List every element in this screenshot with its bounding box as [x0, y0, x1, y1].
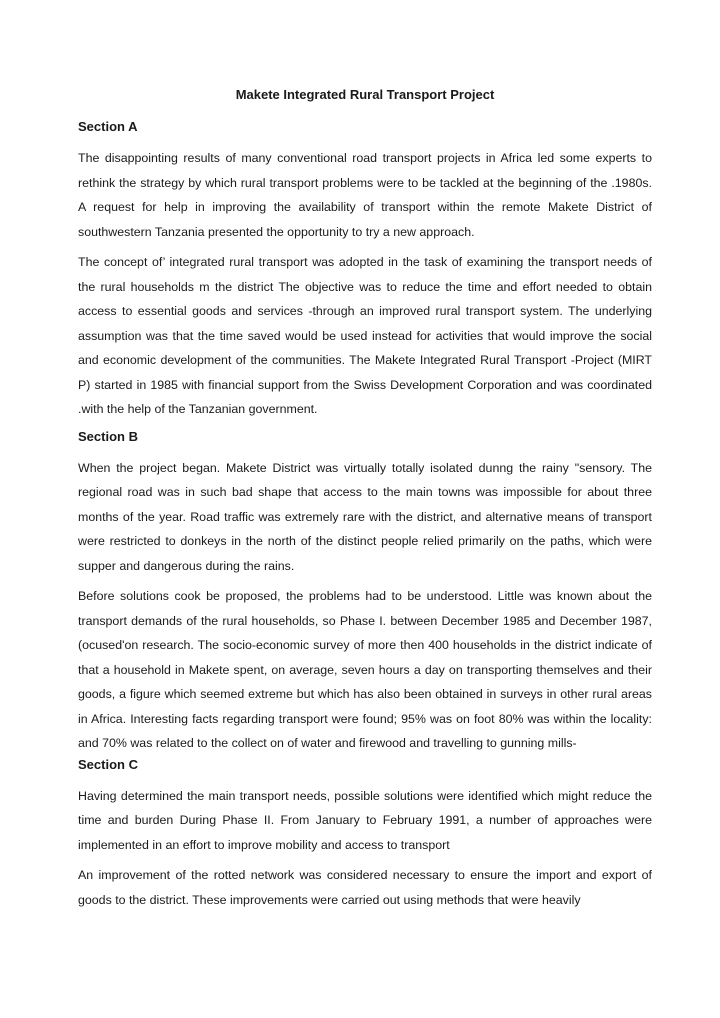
paragraph: Having determined the main transport needs, possible solutions were identified which might reduce the time and burden During Phase II. From January to February 1991, a number of approaches were implemented in an effort to improve mobility and access to transport — [78, 788, 652, 852]
paragraph: Before solutions cook be proposed, the problems had to be understood. Little was known about the transport demands of the rural households, so Phase I. between December 1985 and December 1987, (ocused'on research. The socio-economic survey of more then 400 households in the district indicate of that a household in Makete spent, on average, seven hours a day on transporting themselves and their goods, a figure which seemed extreme but which has also been obtained in surveys in other rural areas in Africa. Interesting facts regarding transport were found; 95% was on foot 80% was within the locality: and 70% was related to the collect on of water and firewood and travelling to gunning mills- — [78, 589, 652, 750]
section-heading: Section C — [78, 756, 138, 772]
paragraph: An improvement of the rotted network was considered necessary to ensure the import and export of goods to the district. These improvements were carried out using methods that were heavily — [78, 868, 652, 907]
section-b — [78, 428, 652, 756]
document-title: Makete Integrated Rural Transport Project — [235, 87, 495, 102]
paragraph: When the project began. Makete District was virtually totally isolated dunng the rainy "sensory. The regional road was in such bad shape that access to the main towns was impossible for about three months of the year. Road traffic was extremely rare with the district, and alternative means of transport were restricted to donkeys in the north of the distinct people relied primarily on the paths, which were supper and dangerous during the rains. — [78, 460, 652, 573]
paragraph: The concept of’ integrated rural transport was adopted in the task of examining the transport needs of the rural households m the district The objective was to reduce the time and effort needed to obtain access to essential goods and services -through an improved rural transport system. The underlying assumption was that the time saved would be used instead for activities that would improve the social and economic development of the communities. The Makete Integrated Rural Transport -Project (MIRT P) started in 1985 with financial support from the Swiss Development Corporation and was coordinated .with the help of the Tanzanian government. — [78, 255, 652, 416]
section-heading: Section B — [78, 428, 138, 444]
section-c — [78, 756, 652, 913]
paragraph: The disappointing results of many conventional road transport projects in Africa led some experts to rethink the strategy by which rural transport problems were to be tackled at the beginning of the .1980s. A request for help in improving the availability of transport within the remote Makete District of southwestern Tanzania presented the opportunity to try a new approach. — [78, 151, 652, 239]
section-heading: Section A — [78, 119, 138, 134]
section-a — [78, 118, 652, 422]
document-page — [78, 86, 652, 918]
